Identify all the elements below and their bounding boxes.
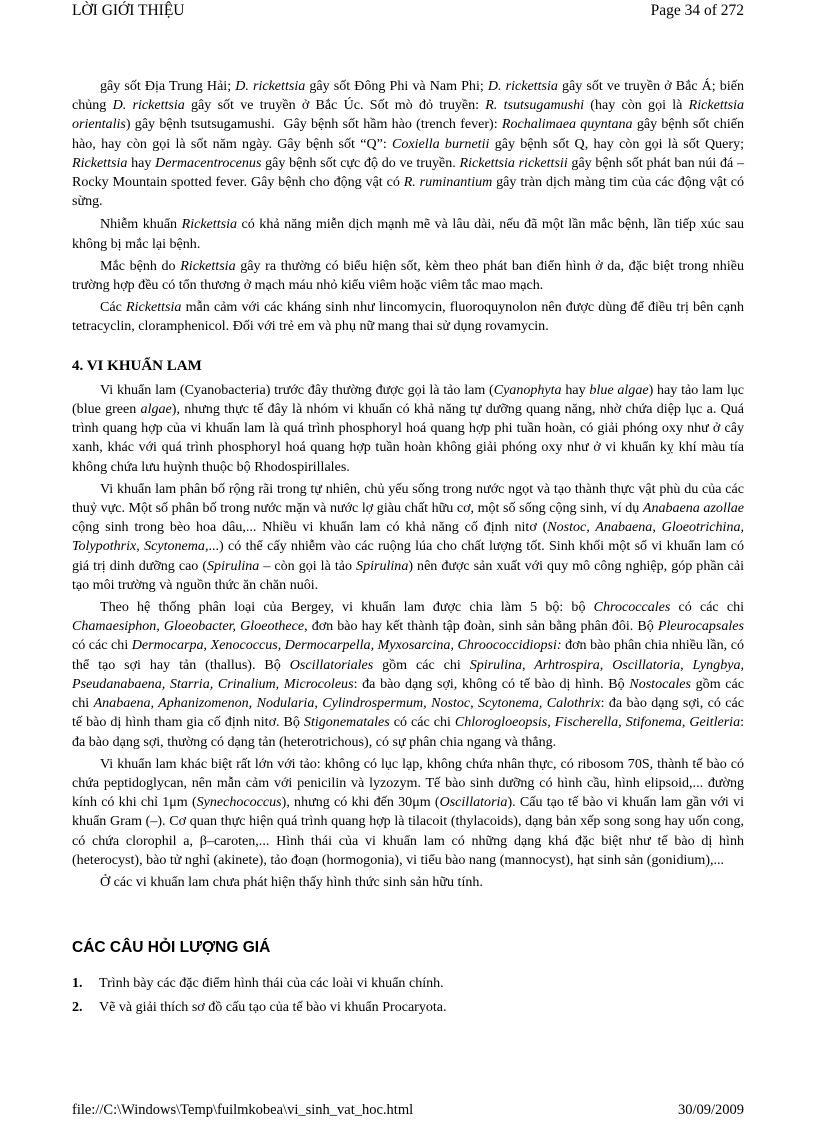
paragraph: Ở các vi khuẩn lam chưa phát hiện thấy hình thức sinh sản hữu tính.: [100, 873, 483, 890]
section-heading: 4. VI KHUẨN LAM: [72, 357, 202, 374]
paragraph: Vi khuẩn lam (Cyanobacteria) trước đây thường được gọi là tảo lam (Cyanophyta hay blue algae) hay tảo lam lục (blue green algae), nhưng thực tế đây là nhóm vi khuẩn có khả năng tự dưỡng quang năng, nhờ chứa diệp lục a. Quá trình quang hợp của vi khuẩn lam là quá trình phosphoryl hoá quang hợp phi tuần hoàn, có giải phóng oxy như ở cây xanh, khác với quá trình phosphoryl hoá quang hợp tuần hoàn không giải phóng oxy như ở vi khuẩn kỵ khí màu tía không chứa lưu huỳnh thuộc bộ Rhodospirillales.: [72, 381, 745, 475]
file-path: file://C:\Windows\Temp\fuilmkobea\vi_sinh_vat_hoc.html: [72, 1102, 414, 1118]
paragraph: Các Rickettsia mẫn cảm với các kháng sinh như lincomycin, fluoroquynolon nên được dùng để điều trị bên cạnh tetracyclin, cloramphenicol. Đối với trẻ em và phụ nữ mang thai sử dụng rovamycin.: [72, 299, 744, 335]
question-item: [72, 998, 744, 1017]
paragraph: Vi khuẩn lam phân bố rộng rãi trong tự nhiên, chủ yếu sống trong nước ngọt và tạo thành thực vật phù du của các thuỷ vực. Một số phân bố trong nước mặn và nước lợ giàu chất hữu cơ, một số sống cộng sinh, ví dụ Anabaena azollae cộng sinh trong bèo hoa dâu,... Nhiều vi khuẩn lam có khả năng cố định nitơ (Nostoc, Anabaena, Gloeotrichina, Tolypothrix, Scytonema,...) có thể cấy nhiễm vào các ruộng lúa cho chất lượng tốt. Sinh khối một số vi khuẩn lam có giá trị dinh dưỡng cao (Spirulina – còn gọi là tảo Spirulina) nên được sản xuất với quy mô công nghiệp, góp phần cải tạo môi trường và nguồn thức ăn chăn nuôi.: [72, 480, 745, 593]
paragraph: gây sốt Địa Trung Hải; D. rickettsia gây sốt Đông Phi và Nam Phi; D. rickettsia gây sốt ve truyền ở Bắc Á; biến chủng D. rickettsia gây sốt ve truyền ở Bắc Úc. Sốt mò đỏ truyền: R. tsutsugamushi (hay còn gọi là Rickettsia orientalis) gây bệnh tsutsugamushi. Gây bệnh sốt hầm hào (trench fever): Rochalimaea quyntana gây bệnh sốt chiến hào, hay còn gọi là sốt năm ngày. Gây bệnh sốt “Q”: Coxiella burnetii gây bệnh sốt Q, hay còn gọi là sốt Query; Rickettsia hay Dermacentrocenus gây bệnh sốt cực độ do ve truyền. Rickettsia rickettsii gây bệnh sốt phát ban núi đá – Rocky Mountain spotted fever. Gây bệnh cho động vật có R. ruminantium gây tràn dịch màng tim của các động vật có sừng.: [72, 78, 745, 210]
question-text: Vẽ và giải thích sơ đồ cấu tạo của tế bào vi khuẩn Procaryota.: [99, 998, 447, 1015]
question-number: 1.: [72, 975, 83, 992]
paragraph: Nhiễm khuẩn Rickettsia có khả năng miễn dịch mạnh mẽ và lâu dài, nếu đã một lần mắc bệnh, lần tiếp xúc sau không bị mắc lại bệnh.: [72, 216, 744, 252]
page-number: Page 34 of 272: [650, 2, 744, 19]
questions-heading: CÁC CÂU HỎI LƯỢNG GIÁ: [72, 939, 271, 957]
paragraph: Vi khuẩn lam khác biệt rất lớn với tảo: không có lục lạp, không chứa nhân thực, có ribosom 70S, thành tế bào có chứa peptidoglycan, nên mẫn cảm với penicilin và lyzozym. Tế bào sinh dưỡng có hình cầu, hình elipsoid,... đường kính có khi chỉ 1μm (Synechococcus), nhưng có khi đến 30μm (Oscillatoria). Cấu tạo tế bào vi khuẩn lam gần với vi khuẩn Gram (–). Cơ quan thực hiện quá trình quang hợp là tilacoit (thylacoids), dạng bản xếp song song hay uốn cong, có chứa clorophil a, β–caroten,... Hình thái của vi khuẩn lam có những dạng khá đặc biệt như tế bào dị hình (heterocyst), bào tử nghỉ (akinete), tảo đoạn (hormogonia), vi tiểu bào nang (mannocyst), hạt sinh sản (gonidium),...: [72, 755, 744, 868]
paragraph: Mắc bệnh do Rickettsia gây ra thường có biểu hiện sốt, kèm theo phát ban điển hình ở da, đặc biệt trong nhiều trường hợp đều có tổn thương ở mạch máu nhỏ kiểu viêm hoặc viêm tắc mao mạch.: [72, 257, 744, 294]
question-number: 2.: [72, 998, 83, 1015]
question-item: [72, 974, 744, 993]
document-body: [72, 77, 744, 1021]
paragraph: Theo hệ thống phân loại của Bergey, vi khuẩn lam được chia làm 5 bộ: bộ Chrococcales có các chi Chamaesiphon, Gloeobacter, Gloeothece, đơn bào hay kết thành tập đoàn, sinh sản bằng phân đôi. Bộ Pleurocapsales có các chi Dermocarpa, Xenococcus, Dermocarpella, Myxosarcina, Chroococcidiopsi: đơn bào phân chia nhiều lần, có thể tạo sợi hay tản (thallus). Bộ Oscillatoriales gồm các chi Spirulina, Arhtrospira, Oscillatoria, Lyngbya, Pseudanabaena, Starria, Crinalium, Microcoleus: đa bào dạng sợi, không có tế bào dị hình. Bộ Nostocales gồm các chi Anabaena, Aphanizomenon, Nodularia, Cylindrospermum, Nostoc, Scytonema, Calothrix: đa bào dạng sợi, có các tế bào dị hình tham gia cố định nitơ. Bộ Stigonematales có các chi Chlorogloeopsis, Fischerella, Stifonema, Geitleria: đa bào dạng sợi, thường có dạng tản (heterotrichous), có sự phân chia ngang và thẳng.: [72, 599, 745, 750]
print-date: 30/09/2009: [677, 1102, 744, 1118]
header-title: LỜI GIỚI THIỆU: [72, 2, 185, 19]
question-text: Trình bày các đặc điểm hình thái của các loài vi khuẩn chính.: [99, 975, 444, 992]
